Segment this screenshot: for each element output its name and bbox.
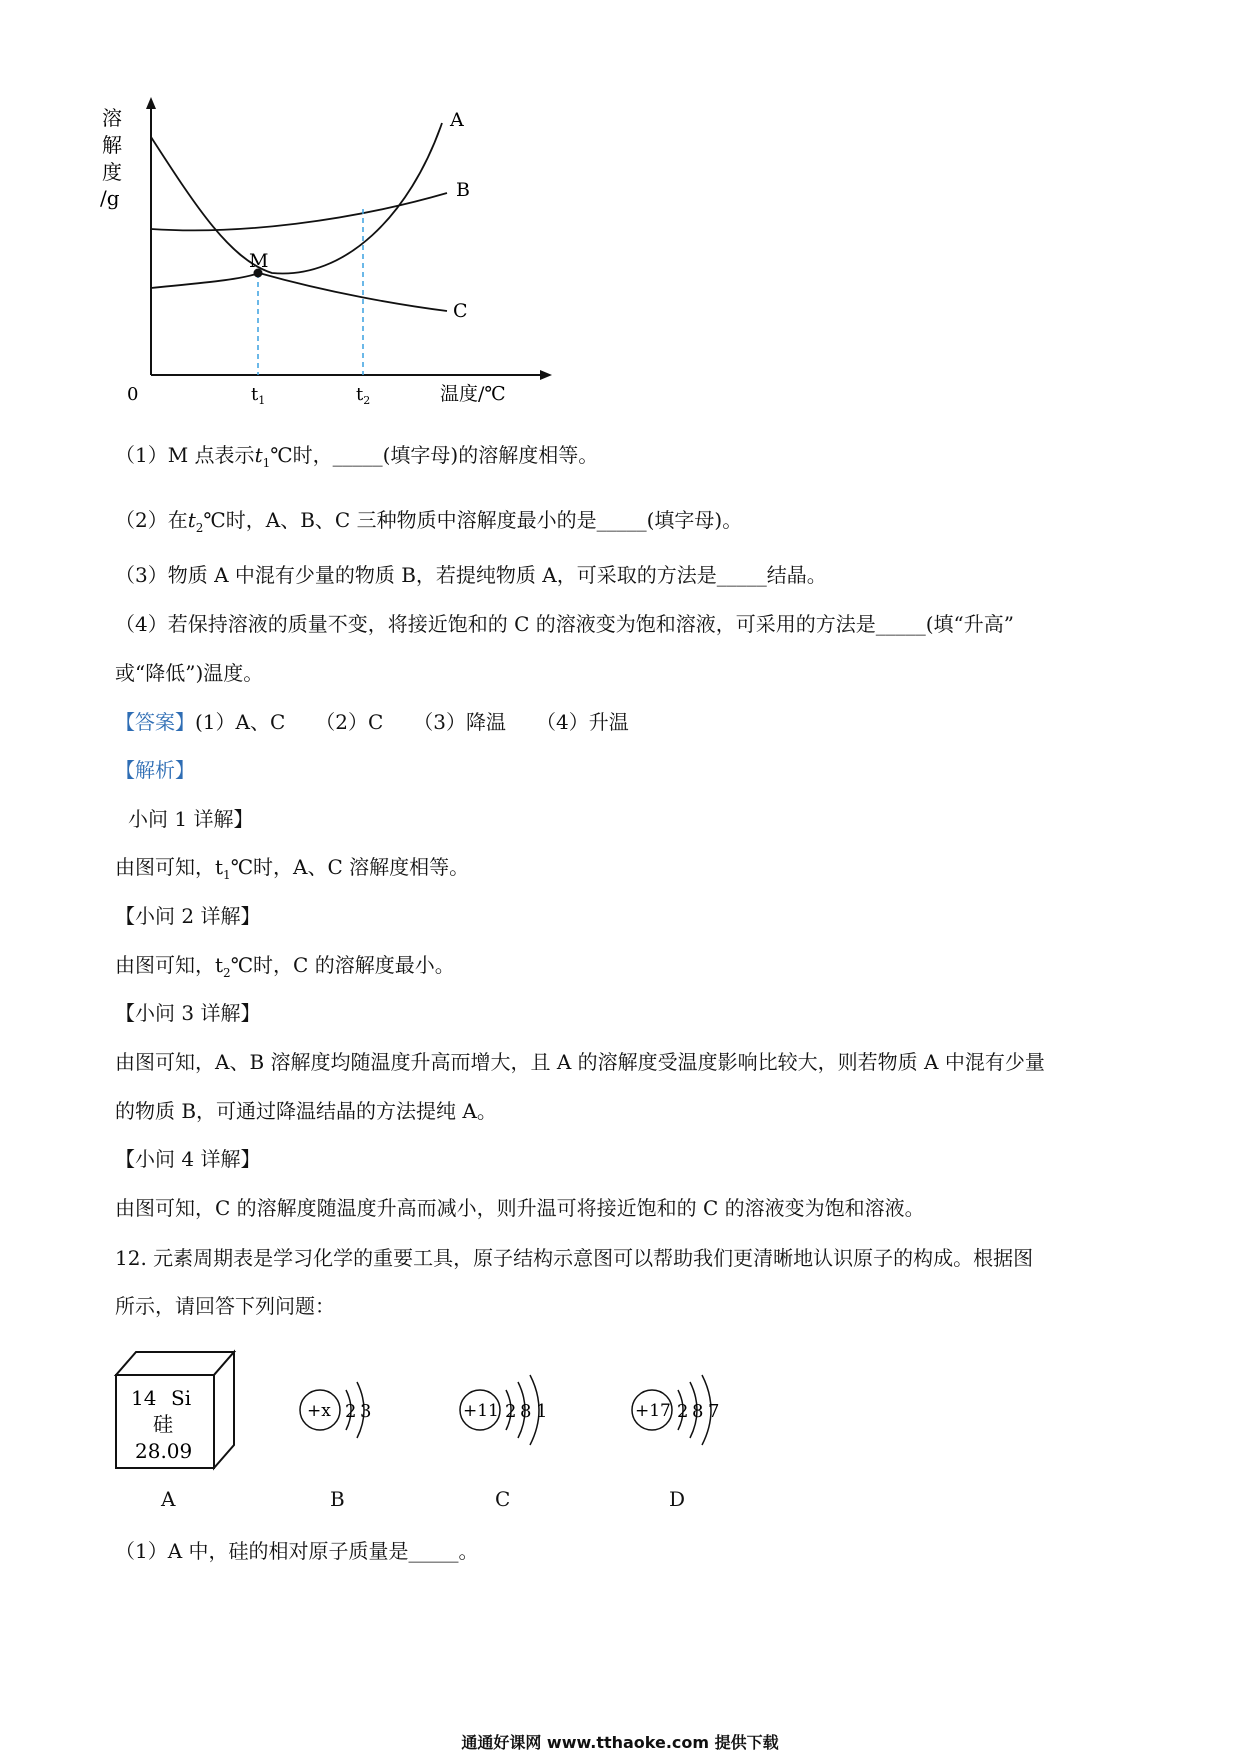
- q11-sub3: （3）物质 A 中混有少量的物质 B，若提纯物质 A，可采取的方法是_____结晶。: [115, 563, 827, 587]
- curve-b: [151, 193, 447, 230]
- q11-sub4-line2: 或“降低”)温度。: [115, 661, 264, 685]
- curve-a: [151, 123, 442, 274]
- q11-sub2: （2）在$t_2℃$时，A、B、C 三种物质中溶解度最小的是_____(填字母)。: [115, 508, 743, 535]
- atom-diagram-b: [296, 1355, 396, 1455]
- svg-text:8: 8: [692, 1401, 704, 1422]
- sub2-title: 【小问 2 详解】: [115, 904, 261, 928]
- answer-line: 【答案】(1）A、C （2）C （3）降温 （4）升温: [115, 710, 629, 734]
- q12-line1: 12. 元素周期表是学习化学的重要工具，原子结构示意图可以帮助我们更清晰地认识原子的构成。根据图: [115, 1246, 1034, 1270]
- label-b: B: [330, 1487, 345, 1511]
- y-axis-label-4: /g: [100, 186, 120, 210]
- svg-text:7: 7: [708, 1401, 720, 1422]
- footer: 通通好课网 www.tthaoke.com 提供下载: [461, 1733, 779, 1752]
- sub4-text: 由图可知，C 的溶解度随温度升高而减小，则升温可将接近饱和的 C 的溶液变为饱和溶液。: [115, 1196, 925, 1220]
- svg-text:8: 8: [520, 1401, 532, 1422]
- label-d: D: [669, 1487, 686, 1511]
- sub4-title: 【小问 4 详解】: [115, 1147, 261, 1171]
- sub1-title: 小问 1 详解】: [128, 807, 254, 831]
- sub3-line2: 的物质 B，可通过降温结晶的方法提纯 A。: [115, 1099, 497, 1123]
- q12-line2: 所示，请回答下列问题：: [115, 1294, 335, 1318]
- atom-diagram-d: [630, 1355, 750, 1455]
- label-a: A: [161, 1487, 176, 1511]
- element-number: 14: [131, 1386, 157, 1410]
- curve-c-label: C: [453, 300, 468, 322]
- answer-tag: 【答案】: [115, 710, 195, 734]
- element-mass: 28.09: [135, 1439, 193, 1463]
- solubility-chart: [100, 95, 580, 415]
- sub3-line1: 由图可知，A、B 溶解度均随温度升高而增大，且 A 的溶解度受温度影响比较大，则若物质 A 中混有少量: [115, 1050, 1045, 1074]
- svg-text:+x: +x: [307, 1401, 331, 1421]
- t1-tick-label: $t_1$: [251, 384, 266, 407]
- point-m-label: M: [249, 250, 269, 272]
- curve-b-label: B: [456, 179, 470, 201]
- svg-text:2: 2: [345, 1401, 357, 1422]
- label-c: C: [495, 1487, 511, 1511]
- atom-diagram-c: [458, 1355, 578, 1455]
- svg-text:3: 3: [360, 1401, 372, 1422]
- q11-sub1: （1）M 点表示$t_1℃$时，_____(填字母)的溶解度相等。: [115, 443, 599, 470]
- svg-text:2: 2: [505, 1401, 517, 1422]
- sub1-text: 由图可知，$t_1℃$时，A、C 溶解度相等。: [115, 855, 470, 882]
- y-axis-arrow: [146, 97, 156, 109]
- svg-text:2: 2: [677, 1401, 689, 1422]
- svg-text:+17: +17: [635, 1401, 671, 1421]
- y-axis-label-1: 溶: [102, 106, 122, 130]
- y-axis-label-2: 解: [102, 133, 122, 157]
- y-axis-label-3: 度: [102, 160, 122, 184]
- origin-label: 0: [127, 384, 139, 405]
- x-axis-arrow: [540, 370, 552, 380]
- sub3-title: 【小问 3 详解】: [115, 1001, 261, 1025]
- curve-a-label: A: [450, 109, 464, 131]
- sub2-text: 由图可知，$t_2℃$时，C 的溶解度最小。: [115, 953, 455, 980]
- q12-sub1: （1）A 中，硅的相对原子质量是_____。: [115, 1539, 479, 1563]
- curve-c: [151, 273, 447, 311]
- t2-tick-label: $t_2$: [356, 384, 371, 407]
- q11-sub4-line1: （4）若保持溶液的质量不变，将接近饱和的 C 的溶液变为饱和溶液，可采用的方法是_____(填“升高”: [115, 612, 1014, 636]
- element-name: 硅: [153, 1412, 173, 1436]
- x-axis-label: 温度/℃: [440, 383, 506, 405]
- svg-text:1: 1: [536, 1401, 548, 1422]
- analysis-tag: 【解析】: [115, 758, 195, 782]
- svg-text:+11: +11: [463, 1401, 499, 1421]
- element-symbol: Si: [171, 1386, 192, 1410]
- element-cell-si: [113, 1348, 238, 1473]
